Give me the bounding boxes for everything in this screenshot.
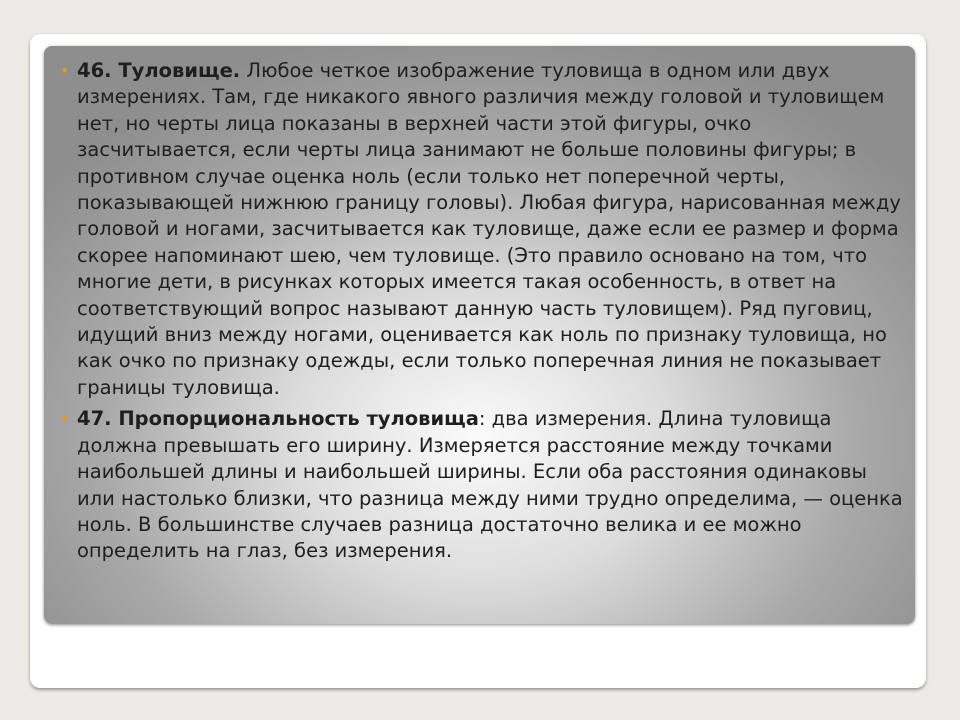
bullet-title: 46. Туловище. (77, 59, 241, 82)
bullet-text: Любое четкое изображение туловища в одном или двух измерениях. Там, где никакого явного различия между головой и туловищем нет, но черты лица показаны в верхней части этой фигуры, очко засчитывается, если черты лица занимают не больше половины фигуры; в противном случае оценка ноль (если только нет поперечной черты, показывающей нижнюю границу головы). Любая фигура, нарисованная между головой и ногами, засчитывается как туловище, даже если ее размер и форма скорее напоминают шею, чем туловище. (Это правило основано на том, что многие дети, в рисунках которых имеется такая особенность, в ответ на соответствующий вопрос называют данную часть туловищем). Ряд пуговиц, идущий вниз между ногами, оценивается как ноль по признаку туловища, но как очко по признаку одежды, если только поперечная линия не показывает границы туловища. (77, 59, 901, 399)
bullet-dot-icon: • (60, 409, 70, 429)
bullet-list (58, 58, 904, 570)
bullet-dot-icon: • (60, 61, 70, 80)
bullet-title: 47. Пропорциональность туловища (77, 407, 479, 431)
bullet-text: : два измерения. Длина туловища должна превышать его ширину. Измеряется расстояние между точками наибольшей длины и наибольшей ширины. Если оба расстояния одинаковы или настолько близки, что разница между ними трудно определима, — оценка ноль. В большинстве случаев разница достаточно велика и ее можно определить на глаз, без измерения. (77, 407, 903, 563)
bullet-item-46 (58, 58, 904, 401)
bullet-item-47 (58, 406, 904, 564)
